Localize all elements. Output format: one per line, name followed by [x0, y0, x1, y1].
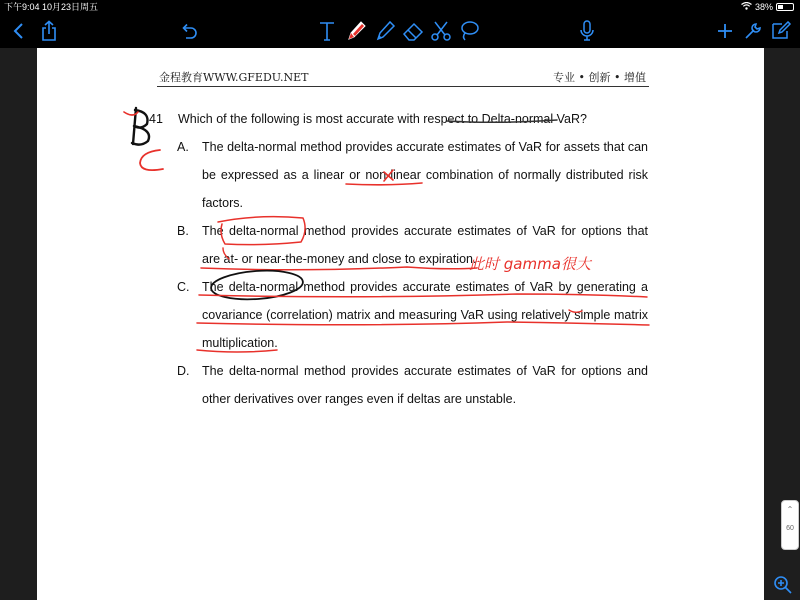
pen-tool-icon[interactable]: [343, 18, 369, 44]
scroll-chevron-icon: ⌃: [786, 505, 794, 514]
question-stem: Which of the following is most accurate with respect to Delta-normal VaR?: [178, 112, 587, 126]
back-icon[interactable]: [6, 18, 32, 44]
settings-icon[interactable]: [740, 18, 766, 44]
zoom-icon[interactable]: [771, 573, 795, 597]
ink-mark-b: [132, 108, 149, 145]
share-icon[interactable]: [36, 18, 62, 44]
undo-icon[interactable]: [176, 18, 202, 44]
text-tool-icon[interactable]: [314, 18, 340, 44]
add-icon[interactable]: [712, 18, 738, 44]
question-number: 41: [149, 112, 163, 126]
microphone-icon[interactable]: [574, 18, 600, 44]
status-time-date: 下午9:04 10月23日周五: [4, 2, 99, 12]
eraser-icon[interactable]: [400, 18, 426, 44]
battery-percent: 38%: [754, 2, 773, 12]
option-letter-d: D.: [177, 364, 190, 378]
status-bar: [0, 0, 800, 14]
document-page[interactable]: [37, 48, 764, 600]
option-text-a: The delta-normal method provides accurate estimates of VaR for assets that can be expressed as a linear or non-linear combination of normally distributed risk factors.: [202, 140, 648, 210]
handwritten-note: 此时 gamma很大: [469, 255, 591, 273]
header-left: 金程教育WWW.GFEDU.NET: [159, 71, 309, 84]
ink-mark-tick: [124, 112, 138, 115]
toolbar: [0, 14, 800, 48]
option-letter-c: C.: [177, 280, 190, 294]
option-text-c: The delta-normal method provides accurate estimates of VaR by generating a covariance (correlation) matrix and measuring VaR using relatively simple matrix multiplication.: [202, 280, 648, 350]
option-text-b: The delta-normal method provides accurate estimates of VaR for options that are at- or near-the-money and close to expiration.: [202, 224, 648, 266]
option-letter-a: A.: [177, 140, 189, 154]
lasso-icon[interactable]: [456, 18, 482, 44]
highlighter-icon[interactable]: [372, 18, 398, 44]
battery-level: [778, 5, 783, 9]
ink-mark-c: [140, 150, 163, 170]
scissors-icon[interactable]: [428, 18, 454, 44]
status-right: [741, 0, 794, 14]
page-number: 60: [786, 525, 794, 532]
option-letter-b: B.: [177, 224, 189, 238]
page-scroller[interactable]: [781, 500, 799, 550]
option-text-d: The delta-normal method provides accurate estimates of VaR for options and other derivatives over ranges even if deltas are unstable.: [202, 364, 648, 406]
battery-icon: [776, 3, 794, 11]
wifi-icon: [741, 0, 752, 14]
header-right: 专业 • 创新 • 增值: [553, 71, 646, 84]
header-divider: [157, 86, 649, 87]
edit-icon[interactable]: [768, 18, 794, 44]
